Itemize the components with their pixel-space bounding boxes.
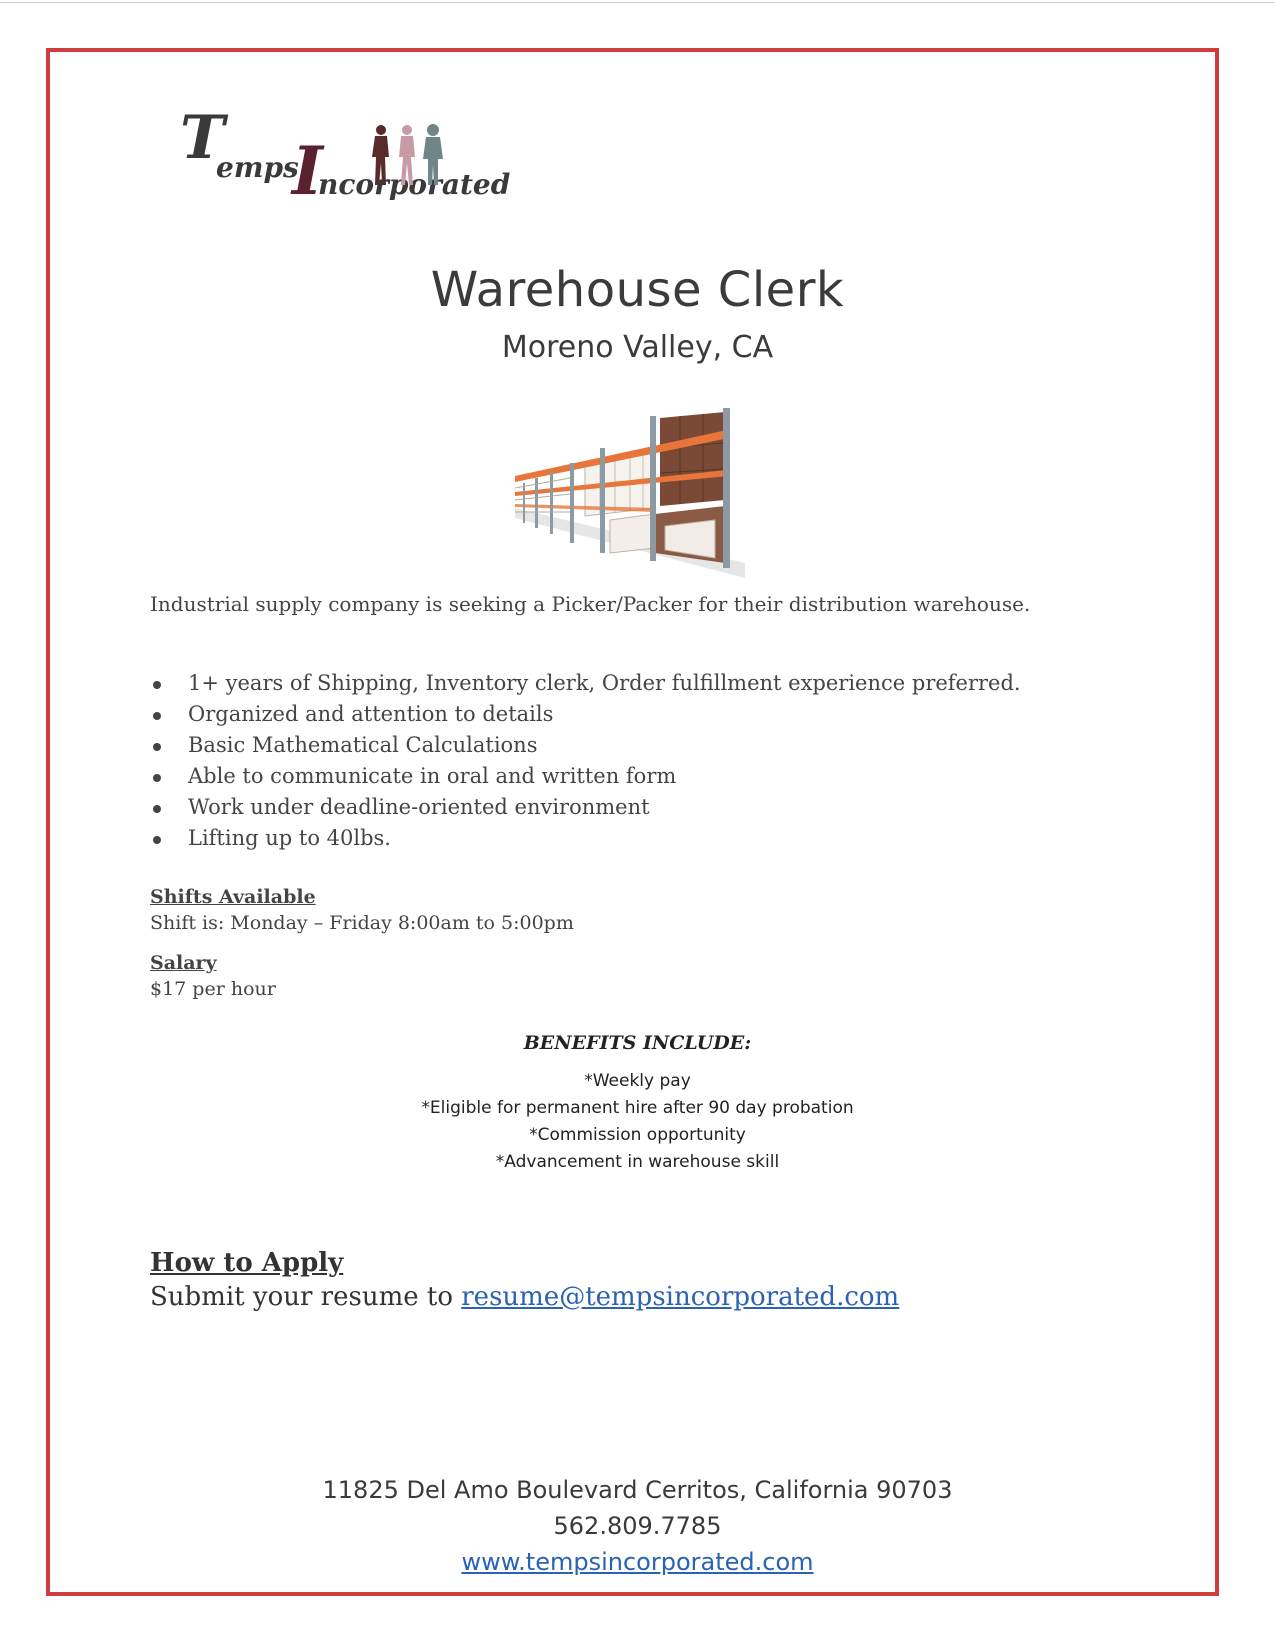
salary-heading: Salary <box>150 952 217 974</box>
requirements-list <box>150 668 1021 854</box>
benefit-item: *Weekly pay <box>584 1071 691 1091</box>
salary-text: $17 per hour <box>150 978 276 1000</box>
warehouse-shelving-image <box>515 408 765 578</box>
apply-heading: How to Apply <box>150 1248 344 1278</box>
shifts-heading: Shifts Available <box>150 886 316 908</box>
job-location: Moreno Valley, CA <box>501 330 774 365</box>
shifts-text: Shift is: Monday – Friday 8:00am to 5:00pm <box>150 912 574 934</box>
benefit-item: *Commission opportunity <box>529 1125 746 1145</box>
benefit-item: *Advancement in warehouse skill <box>495 1152 780 1172</box>
footer-contact <box>0 1472 1275 1580</box>
list-item: Work under deadline-oriented environment <box>150 792 1021 823</box>
scan-top-line <box>0 2 1275 3</box>
logo-text-ncorporated: ncorporated <box>318 168 511 201</box>
list-item: Organized and attention to details <box>150 699 1021 730</box>
list-item: Basic Mathematical Calculations <box>150 730 1021 761</box>
company-logo <box>180 103 540 218</box>
logo-letter-i: I <box>292 132 323 210</box>
benefits-heading: BENEFITS INCLUDE: <box>523 1032 752 1054</box>
benefits-list <box>0 1068 1275 1176</box>
resume-email-link[interactable]: resume@tempsincorporated.com <box>461 1282 900 1312</box>
logo-letter-t: T <box>180 103 225 173</box>
website-link[interactable]: www.tempsincorporated.com <box>461 1548 814 1576</box>
list-item: Lifting up to 40lbs. <box>150 823 1021 854</box>
apply-instructions <box>150 1282 899 1312</box>
list-item: Able to communicate in oral and written form <box>150 761 1021 792</box>
job-title: Warehouse Clerk <box>430 262 845 318</box>
list-item: 1+ years of Shipping, Inventory clerk, Order fulfillment experience preferred. <box>150 668 1021 699</box>
logo-text-emps: emps <box>216 151 299 184</box>
footer-phone: 562.809.7785 <box>553 1512 722 1540</box>
footer-address: 11825 Del Amo Boulevard Cerritos, California 90703 <box>322 1476 953 1504</box>
job-intro: Industrial supply company is seeking a Picker/Packer for their distribution warehouse. <box>150 592 1031 616</box>
logo-people-icon <box>365 123 455 193</box>
benefit-item: *Eligible for permanent hire after 90 day probation <box>421 1098 854 1118</box>
apply-text: Submit your resume to <box>150 1282 462 1312</box>
